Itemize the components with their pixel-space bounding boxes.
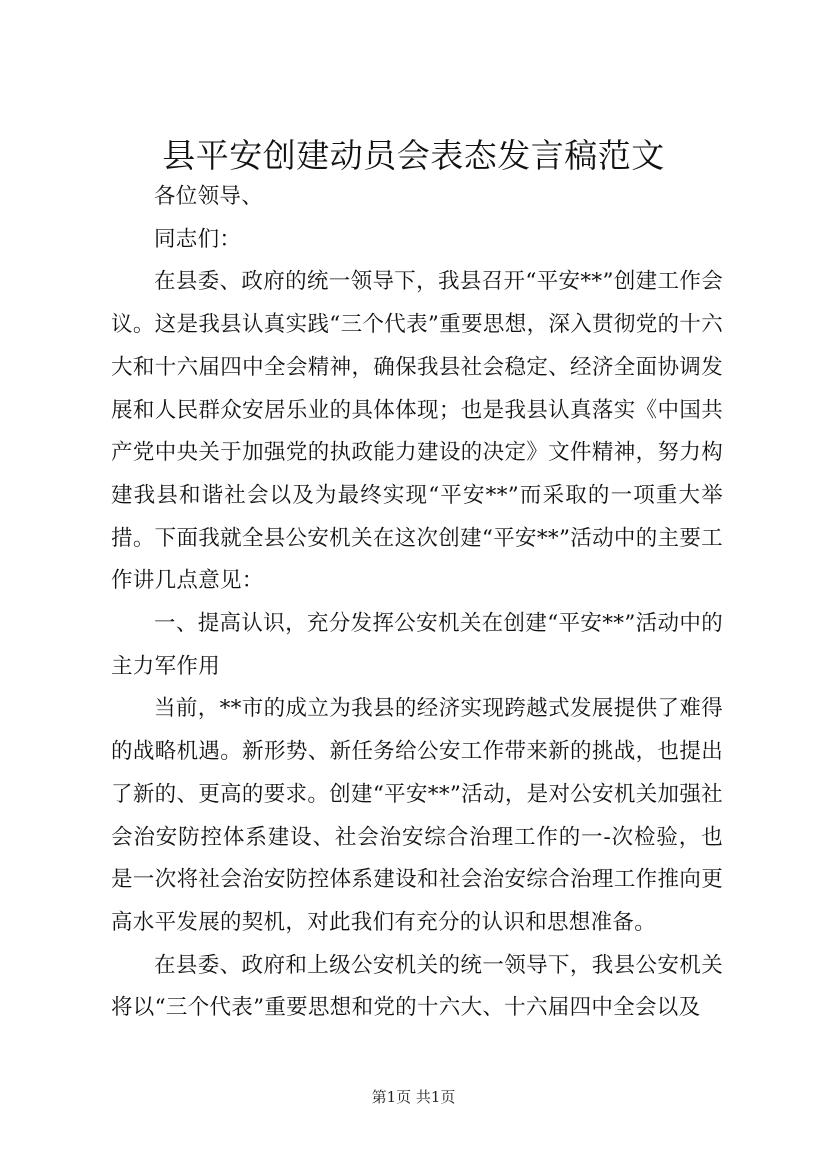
salutation-comrades: 同志们：: [154, 226, 242, 252]
body-paragraph: 在县委、政府和上级公安机关的统一领导下，我县公安机关将以“三个代表”重要思想和党的十六大、十六届四中全会以及: [111, 952, 723, 1021]
body-paragraph: 当前，**市的成立为我县的经济实现跨越式发展提供了难得的战略机遇。新形势、新任务给公安工作带来新的挑战，也提出了新的、更高的要求。创建“平安**”活动，是对公安机关加强社会治安防控体系建设、社会治安综合治理工作的一-次检验，也是一次将社会治安防控体系建设和社会治安综合治理工作推向更高水平发展的契机，对此我们有充分的认识和思想准备。: [111, 696, 723, 935]
salutation-leaders: 各位领导、: [154, 184, 264, 209]
page-footer: 第1页 共1页: [371, 1088, 456, 1106]
document-title: 县平安创建动员会表态发言稿范文: [162, 136, 665, 175]
section-heading: 一、提高认识，充分发挥公安机关在创建“平安**”活动中的主力军作用: [111, 611, 723, 679]
body-paragraph: 在县委、政府的统一领导下，我县召开“平安**”创建工作会议。这是我县认真实践“三个代表”重要思想，深入贯彻党的十六大和十六届四中全会精神，确保我县社会稳定、经济全面协调发展和人民群众安居乐业的具体体现；也是我县认真落实《中国共产党中央关于加强党的执政能力建设的决定》文件精神，努力构建我县和谐社会以及为最终实现“平安**”而采取的一项重大举措。下面我就全县公安机关在这次创建“平安**”活动中的主要工作讲几点意见：: [111, 269, 723, 594]
document-body: [111, 176, 723, 1030]
